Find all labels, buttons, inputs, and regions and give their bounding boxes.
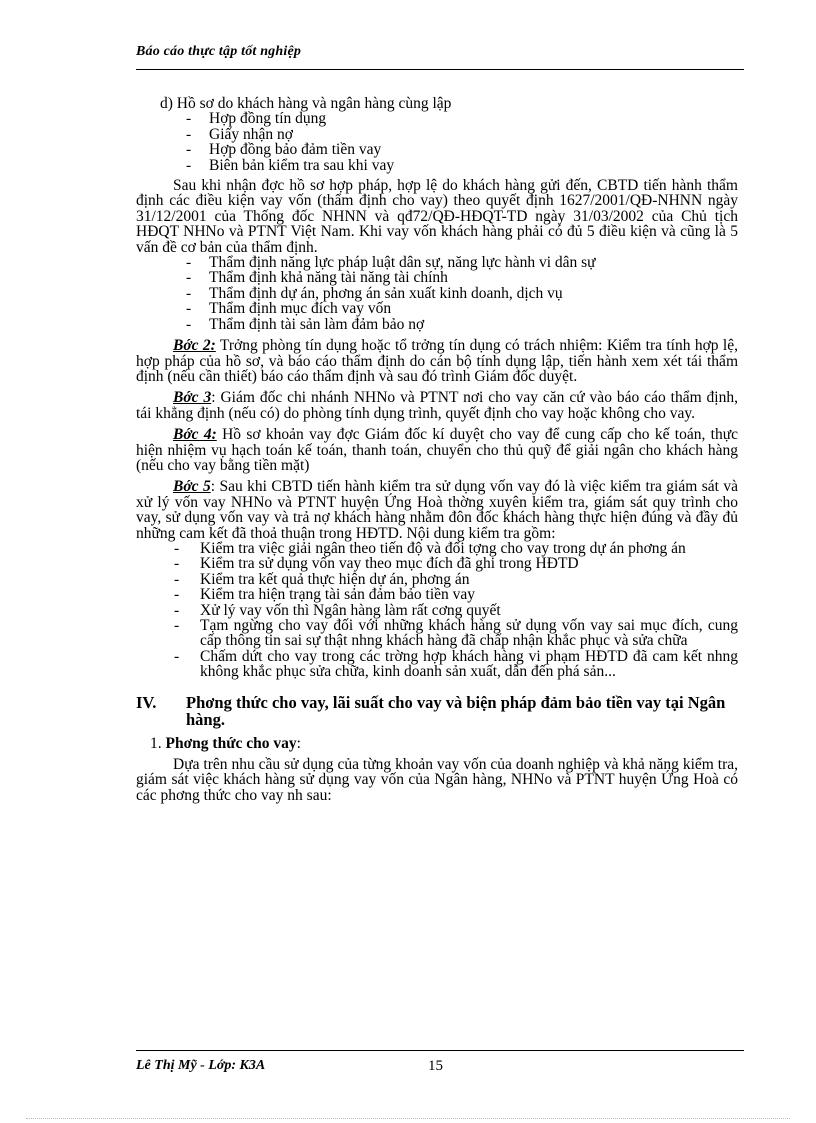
list-item: - Giấy nhận nợ [186, 125, 293, 143]
paragraph-step-2: Bớc 2: Trởng phòng tín dụng hoặc tổ trởng tín dụng có trách nhiệm: Kiểm tra tính hợp lệ, hợp pháp của hồ sơ, và báo cáo thẩm định do cán bộ tính dụng lập, tiến hành xem xét tái thẩm định (nếu cần thiết) báo cáo thẩm định và sau đó trình Giám đốc duyệt. [136, 337, 738, 385]
paragraph-step-4: Bớc 4: Hồ sơ khoản vay đợc Giám đốc kí duyệt cho vay để cung cấp cho kế toán, thực hiện nhiệm vụ hạch toán kế toán, thanh toán, chuyển cho thủ quỹ để giải ngân cho khách hàng (nếu cho vay bằng tiền mặt) [136, 426, 738, 474]
footer-rule [136, 1050, 744, 1051]
appraisal-list [136, 255, 738, 332]
paragraph-appraisal: Sau khi nhận đợc hồ sơ hợp pháp, hợp lệ do khách hàng gửi đến, CBTD tiến hành thẩm định các điều kiện vay vốn (thẩm định cho vay) theo quyết định 1627/2001/QĐ-NHNN ngày 31/12/2001 của Thống đốc NHNN và qđ72/QĐ-HĐQT-TD ngày 31/03/2002 của Chủ tịch HĐQT NHNo và PTNT Việt Nam. Khi vay vốn khách hàng phải có đủ 5 điều kiện và cũng là 5 vấn đề cơ bản của thẩm định. [136, 177, 738, 256]
list-item: - Hợp đồng bảo đảm tiền vay [186, 141, 382, 159]
list-item: - Hợp đồng tín dụng [186, 110, 327, 128]
step-label: Bớc 5 [173, 478, 211, 496]
paragraph-step-3: Bớc 3: Giám đốc chi nhánh NHNo và PTNT nơi cho vay căn cứ vào báo cáo thẩm định, tái khẳng định (nếu có) do phòng tính dụng trình, quyết định cho vay hoặc không cho vay. [136, 389, 738, 422]
step-label: Bớc 3 [173, 389, 212, 407]
list-item: - Biên bản kiểm tra sau khi vay [186, 156, 395, 174]
page-body [136, 96, 738, 803]
list-item: - Thẩm định tài sản làm đảm bảo nợ [186, 315, 425, 333]
paragraph-step-5: Bớc 5: Sau khi CBTD tiến hành kiểm tra sử dụng vốn vay đó là việc kiểm tra giám sát và xử lý vốn vay NHNo và PTNT huyện Ứng Hoà thờng xuyên kiểm tra, giám sát quy trình cho vay, sử dụng vốn vay và trả nợ khách hàng nhằm đôn đốc khách hàng thực hiện đúng và đầy đủ những cam kết đã thoả thuận trong HĐTD. Nội dung kiểm tra gồm: [136, 478, 738, 542]
subsection-heading: 1. Phơng thức cho vay: [150, 734, 301, 752]
list-item: - Kiểm tra việc giải ngân theo tiến độ và đối tợng cho vay trong dự án phơng án [174, 539, 686, 557]
list-item: - Thẩm định khả năng tài năng tài chính [186, 269, 448, 287]
section-heading: IV. Phơng thức cho vay, lãi suất cho vay và biện pháp đảm bảo tiền vay tại Ngân hàng. [136, 692, 726, 729]
step-label: Bớc 4: [173, 426, 217, 444]
list-item: - Tạm ngừng cho vay đối với những khách hàng sử dụng vốn vay sai mục đích, cung cấp thông tin sai sự thật nhng khách hàng đã chấp nhận khắc phục và sửa chữa [174, 617, 738, 650]
d-list [136, 111, 738, 173]
list-item: - Thẩm định dự án, phơng án sản xuất kinh doanh, dịch vụ [186, 284, 563, 302]
footer-author: Lê Thị Mỹ - Lớp: K3A [136, 1058, 266, 1073]
check-list [136, 541, 738, 680]
page-number: 15 [428, 1058, 443, 1074]
running-header: Báo cáo thực tập tốt nghiệp [136, 44, 302, 59]
list-item: - Chấm dứt cho vay trong các trờng hợp khách hàng vi phạm HĐTD đã cam kết nhng không khắc phục sửa chữa, kinh doanh sản xuất, dẫn đến phá sản... [174, 647, 738, 681]
list-item: - Kiểm tra hiện trạng tài sản đảm bảo tiền vay [174, 586, 476, 604]
list-item: - Thẩm định năng lực pháp luật dân sự, năng lực hành vi dân sự [186, 254, 596, 272]
step-label: Bớc 2: [173, 337, 216, 355]
list-item: - Kiểm tra kết quả thực hiện dự án, phơng án [174, 570, 470, 588]
page-edge-dotted-line [26, 1118, 790, 1119]
list-item: - Xử lý vay vốn thì Ngân hàng làm rất cơng quyết [174, 601, 501, 619]
d-heading: d) Hồ sơ do khách hàng và ngân hàng cùng lập [160, 95, 452, 112]
paragraph-lending-methods: Dựa trên nhu cầu sử dụng của từng khoản vay vốn của doanh nghiệp và khả năng kiểm tra, giám sát việc khách hàng sử dụng vay vốn của Ngân hàng, NHNo và PTNT huyện Ứng Hoà có các phơng thức cho vay nh sau: [136, 756, 738, 804]
list-item: - Kiểm tra sử dụng vốn vay theo mục đích đã ghi trong HĐTD [174, 555, 579, 573]
list-item: - Thẩm định mục đích vay vốn [186, 300, 392, 318]
header-rule [136, 69, 744, 70]
